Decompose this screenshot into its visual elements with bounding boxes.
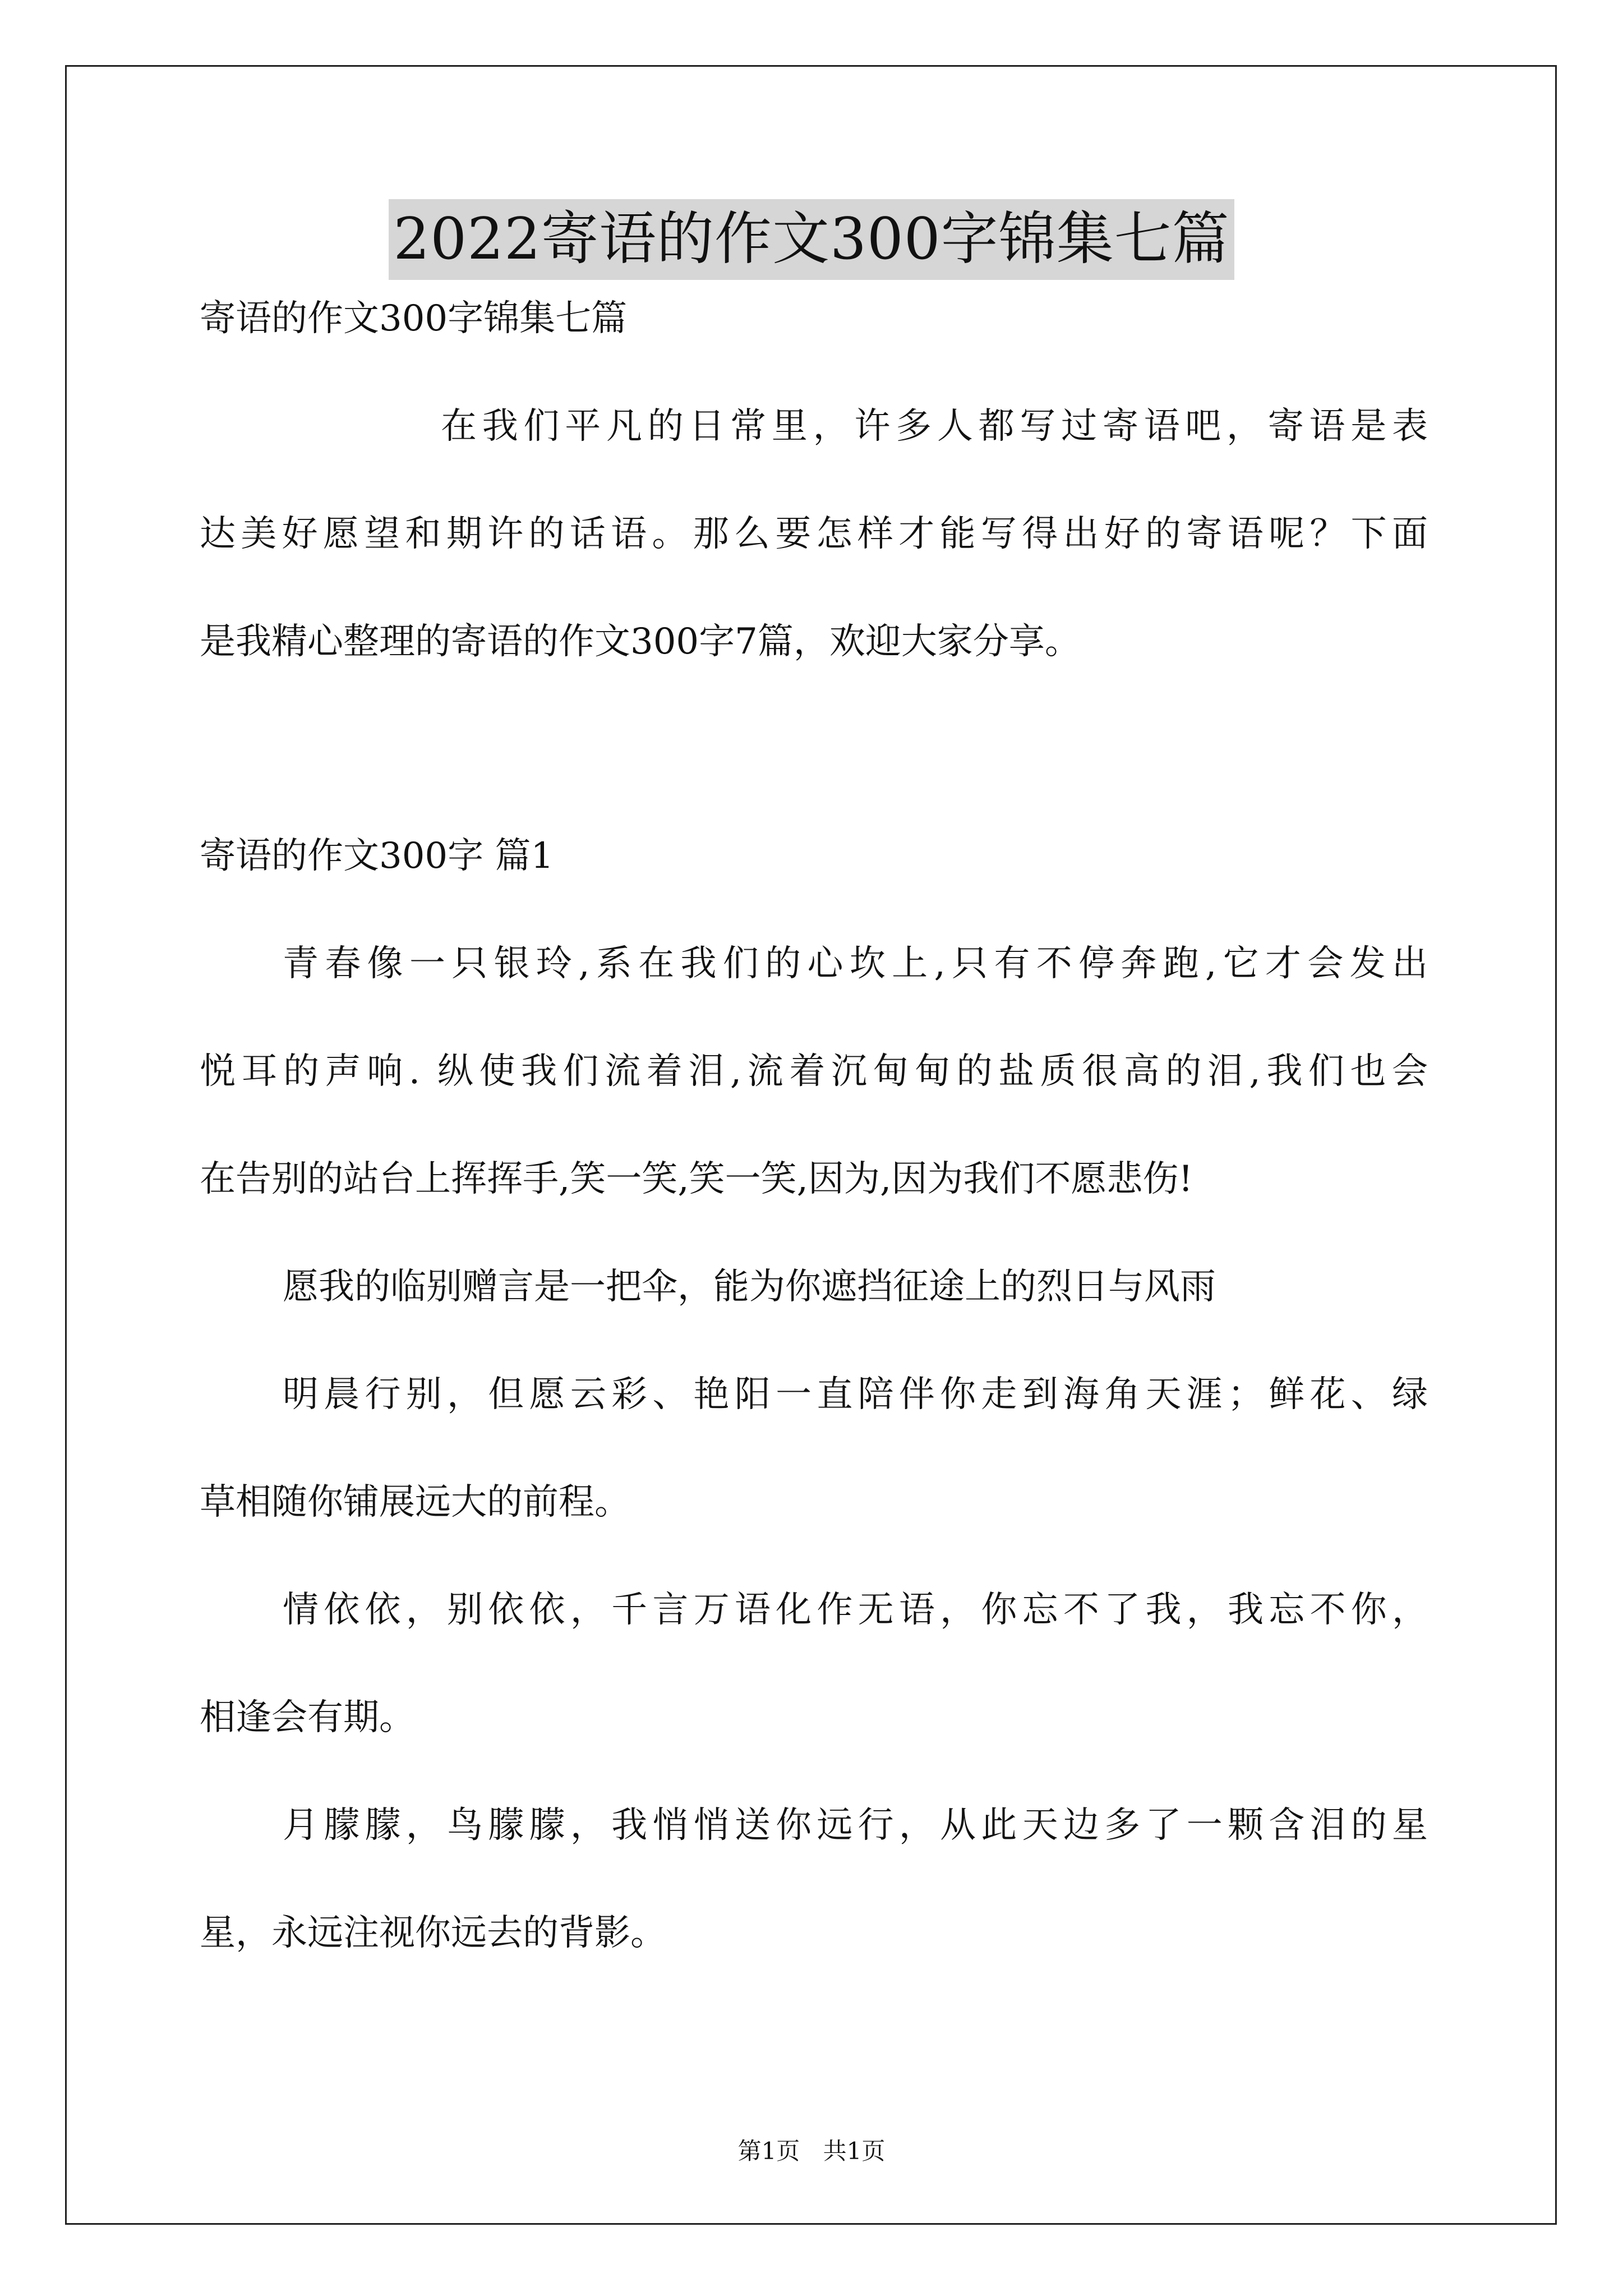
paragraph-line: 草相随你铺展远大的前程。 bbox=[200, 1481, 630, 1523]
intro-line: 达美好愿望和期许的话语。那么要怎样才能写得出好的寄语呢？下面 bbox=[200, 513, 1428, 555]
page-number: 第1页 bbox=[737, 2137, 800, 2165]
page-footer bbox=[0, 2137, 1623, 2165]
page-total: 共1页 bbox=[823, 2137, 886, 2165]
title-area bbox=[0, 199, 1623, 280]
paragraph-line: 月朦朦，鸟朦朦，我悄悄送你远行，从此天边多了一颗含泪的星 bbox=[283, 1805, 1428, 1846]
paragraph-line: 情依依，别依依，千言万语化作无语，你忘不了我，我忘不你， bbox=[283, 1589, 1428, 1631]
section-heading: 寄语的作文300字 篇1 bbox=[200, 835, 554, 877]
paragraph-line: 明晨行别，但愿云彩、艳阳一直陪伴你走到海角天涯；鲜花、绿 bbox=[283, 1374, 1428, 1415]
intro-line: 在我们平凡的日常里，许多人都写过寄语吧，寄语是表 bbox=[441, 406, 1428, 447]
paragraph-line: 愿我的临别赠言是一把伞，能为你遮挡征途上的烈日与风雨 bbox=[283, 1266, 1216, 1308]
paragraph-line: 相逢会有期。 bbox=[200, 1697, 415, 1738]
paragraph-line: 悦耳的声响. 纵使我们流着泪,流着沉甸甸的盐质很高的泪,我们也会 bbox=[200, 1051, 1428, 1092]
paragraph-line: 青春像一只银玲,系在我们的心坎上,只有不停奔跑,它才会发出 bbox=[283, 943, 1428, 984]
paragraph-line: 星，永远注视你远去的背影。 bbox=[200, 1912, 666, 1954]
document-subtitle: 寄语的作文300字锦集七篇 bbox=[200, 298, 628, 339]
document-body bbox=[200, 298, 1433, 1954]
paragraph-line: 在告别的站台上挥挥手,笑一笑,笑一笑,因为,因为我们不愿悲伤! bbox=[200, 1158, 1193, 1200]
document-title: 2022寄语的作文300字锦集七篇 bbox=[389, 199, 1234, 280]
intro-line: 是我精心整理的寄语的作文300字7篇，欢迎大家分享。 bbox=[200, 621, 1081, 662]
